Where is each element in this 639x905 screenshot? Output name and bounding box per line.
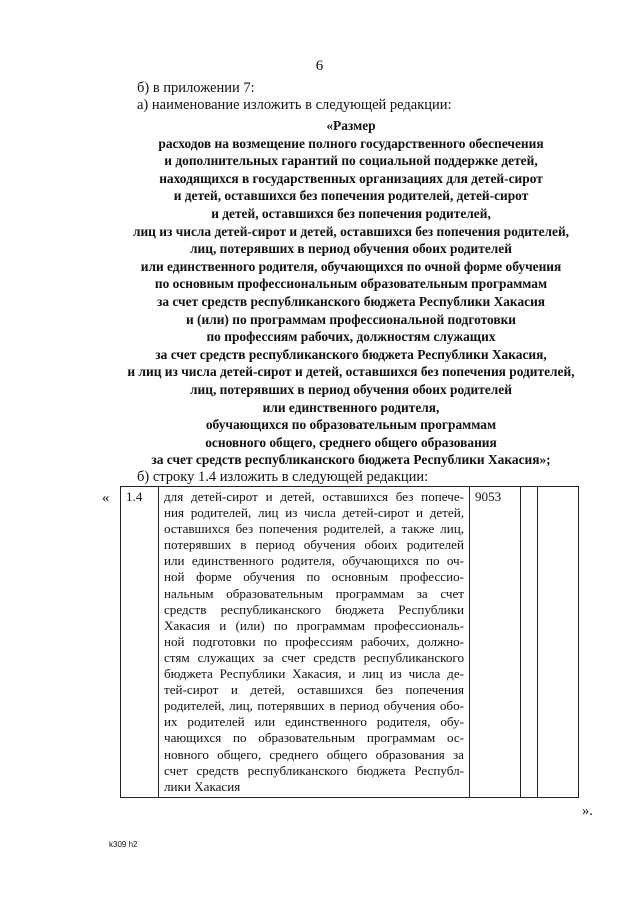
row-instruction: б) строку 1.4 изложить в следующей редакции:	[137, 469, 429, 485]
row-number: 1.4	[121, 487, 159, 798]
empty-cell	[521, 487, 538, 798]
intro-line-b: б) в приложении 7:	[137, 80, 255, 96]
row-text-line: Хакасия и (или) по программам профессиональ-	[164, 617, 464, 633]
table-row	[120, 486, 579, 798]
row-text-line: оставшихся без попечения родителей, а также лиц,	[164, 521, 464, 537]
title-line: находящихся в государственных организациях для детей-сирот	[159, 170, 543, 186]
row-text-line: или единственного родителя, обучающихся по оч-	[164, 553, 464, 569]
row-text-line: родителей, лиц, потерявших в период обучения обо-	[164, 698, 464, 714]
page-number: 6	[315, 58, 324, 74]
empty-cell	[538, 487, 579, 798]
row-text-line: стям служащих за счет средств республиканского	[164, 649, 464, 665]
title-line: и лиц из числа детей-сирот и детей, оставшихся без попечения родителей,	[127, 364, 575, 380]
intro-line-a: а) наименование изложить в следующей редакции:	[137, 97, 452, 113]
title-line: и детей, оставшихся без попечения родителей, детей-сирот	[173, 188, 529, 204]
open-quote: «	[102, 490, 110, 506]
title-line: основного общего, среднего общего образования	[205, 434, 497, 450]
row-text-line: тей-сирот и детей, оставшихся без попечения	[164, 682, 464, 698]
row-text-line: средств республиканского бюджета Республики	[164, 601, 464, 617]
row-text-line: новного общего, среднего общего образования за	[164, 746, 464, 762]
title-line: по основным профессиональным образовательным программам	[154, 276, 548, 292]
title-line: или единственного родителя, обучающихся по очной форме обучения	[140, 258, 562, 274]
row-text-line: для детей-сирот и детей, оставшихся без попече-	[164, 489, 464, 504]
title-line: за счет средств республиканского бюджета Республики Хакасия»;	[151, 452, 551, 468]
row-text-line: их родителей или единственного родителя, обу-	[164, 714, 464, 730]
title-line: и детей, оставшихся без попечения родителей,	[211, 205, 491, 221]
title-line: по профессиям рабочих, должностям служащих	[206, 329, 496, 345]
row-text-line: потерявших в период обучения обоих родителей	[164, 537, 464, 553]
row-text-line: ния родителей, лиц из числа детей-сирот и детей,	[164, 505, 464, 521]
row-value: 9053	[470, 487, 521, 798]
title-line: и дополнительных гарантий по социальной поддержке детей,	[164, 153, 538, 169]
footer-code: k309 h2	[109, 840, 138, 849]
close-quote: ».	[582, 803, 593, 819]
title-line: за счет средств республиканского бюджета Республики Хакасия	[156, 293, 546, 309]
row-text-line: чающихся по образовательным программам ос-	[164, 730, 464, 746]
title-line: лиц из числа детей-сирот и детей, оставшихся без попечения родителей,	[132, 223, 570, 239]
title-line: лиц, потерявших в период обучения обоих родителей	[190, 241, 512, 257]
row-text-line: бюджета Республики Хакасия, и лиц из числа де-	[164, 666, 464, 682]
row-text-line: лики Хакасия	[164, 778, 241, 794]
title-block	[90, 117, 612, 469]
title-line: обучающихся по образовательным программам	[205, 417, 497, 433]
title-line: «Размер	[326, 118, 376, 133]
row-text-line: ной форме обучения по основным профессио-	[164, 569, 464, 585]
title-line: лиц, потерявших в период обучения обоих родителей	[190, 381, 512, 397]
row-text-line: счет средств республиканского бюджета Республ-	[164, 762, 464, 778]
row-text-line: нальным образовательным программам за счет	[164, 585, 464, 601]
title-line: или единственного родителя,	[262, 399, 440, 415]
title-line: и (или) по программам профессиональной подготовки	[185, 311, 517, 327]
row-text-line: ной подготовки по профессиям рабочих, должно-	[164, 633, 464, 649]
title-line: расходов на возмещение полного государственного обеспечения	[158, 135, 544, 151]
title-line: за счет средств республиканского бюджета Республики Хакасия,	[155, 346, 547, 362]
row-description	[159, 487, 470, 798]
